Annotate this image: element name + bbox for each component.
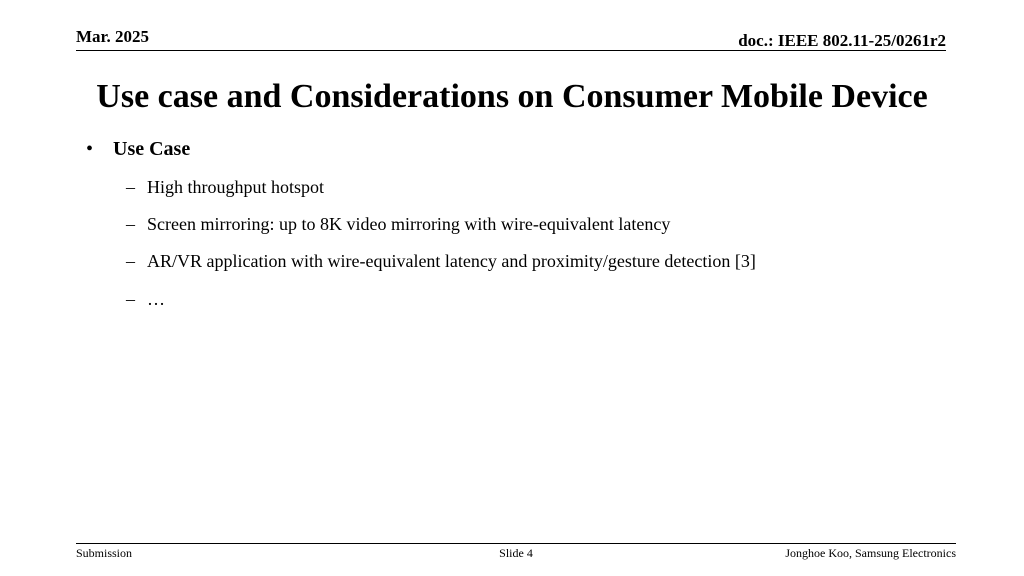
sub-bullet-4 xyxy=(126,288,165,310)
sub-bullet-1 xyxy=(126,176,324,198)
header-date: Mar. 2025 xyxy=(76,27,150,46)
sub-bullet-text: AR/VR application with wire-equivalent latency and proximity/gesture detection [3] xyxy=(147,251,756,271)
sub-bullet-marker: – xyxy=(126,289,135,309)
sub-bullet-text: High throughput hotspot xyxy=(147,177,325,197)
footer-slide-number: Slide 4 xyxy=(499,546,533,560)
slide-title: Use case and Considerations on Consumer Mobile Device xyxy=(96,78,928,115)
header-divider xyxy=(76,50,946,51)
sub-bullet-3 xyxy=(126,250,756,272)
bullet-marker: • xyxy=(86,138,94,160)
sub-bullet-marker: – xyxy=(126,177,135,197)
sub-bullet-marker: – xyxy=(126,251,135,271)
sub-bullet-marker: – xyxy=(126,214,135,234)
sub-bullet-2 xyxy=(126,213,670,235)
footer-author: Jonghoe Koo, Samsung Electronics xyxy=(785,546,956,560)
bullet-use-case xyxy=(86,137,190,161)
sub-bullet-text: … xyxy=(147,289,165,309)
bullet-label: Use Case xyxy=(113,138,191,160)
sub-bullet-text: Screen mirroring: up to 8K video mirroring with wire-equivalent latency xyxy=(147,214,671,234)
footer-divider xyxy=(76,543,956,544)
header-doc-id: doc.: IEEE 802.11-25/0261r2 xyxy=(738,31,946,50)
footer-submission: Submission xyxy=(76,546,133,560)
